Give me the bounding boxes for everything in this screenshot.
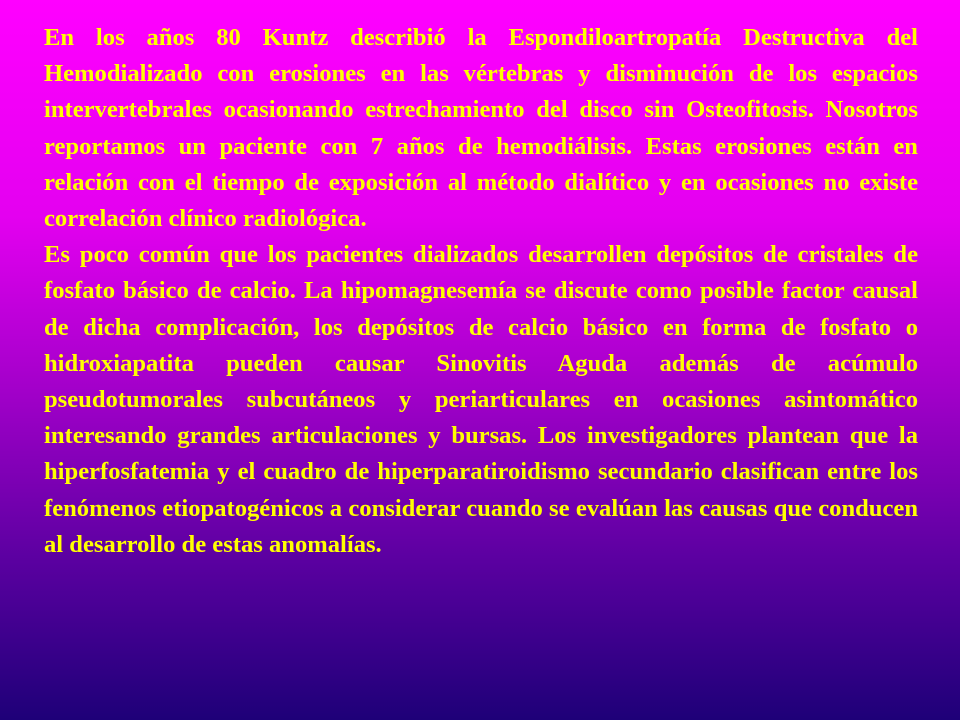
- paragraph-kuntz: En los años 80 Kuntz describió la Espondiloartropatía Destructiva del Hemodializado con erosiones en las vértebras y disminución de los espacios intervertebrales ocasionando estrechamiento del disco sin Osteofitosis. Nosotros reportamos un paciente con 7 años de hemodiálisis. Estas erosiones están en relación con el tiempo de exposición al método dialítico y en ocasiones no existe correlación clínico radiológica.: [44, 24, 918, 233]
- slide-text-block: [44, 20, 918, 563]
- paragraph-calcium-deposits: Es poco común que los pacientes dializados desarrollen depósitos de cristales de fosfato básico de calcio. La hipomagnesemía se discute como posible factor causal de dicha complicación, los depósitos de calcio básico en forma de fosfato o hidroxiapatita pueden causar Sinovitis Aguda además de acúmulo pseudotumorales subcutáneos y periarticulares en ocasiones asintomático interesando grandes articulaciones y bursas. Los investigadores plantean que la hiperfosfatemia y el cuadro de hiperparatiroidismo secundario clasifican entre los fenómenos etiopatogénicos a considerar cuando se evalúan las causas que conducen al desarrollo de estas anomalías.: [44, 241, 918, 558]
